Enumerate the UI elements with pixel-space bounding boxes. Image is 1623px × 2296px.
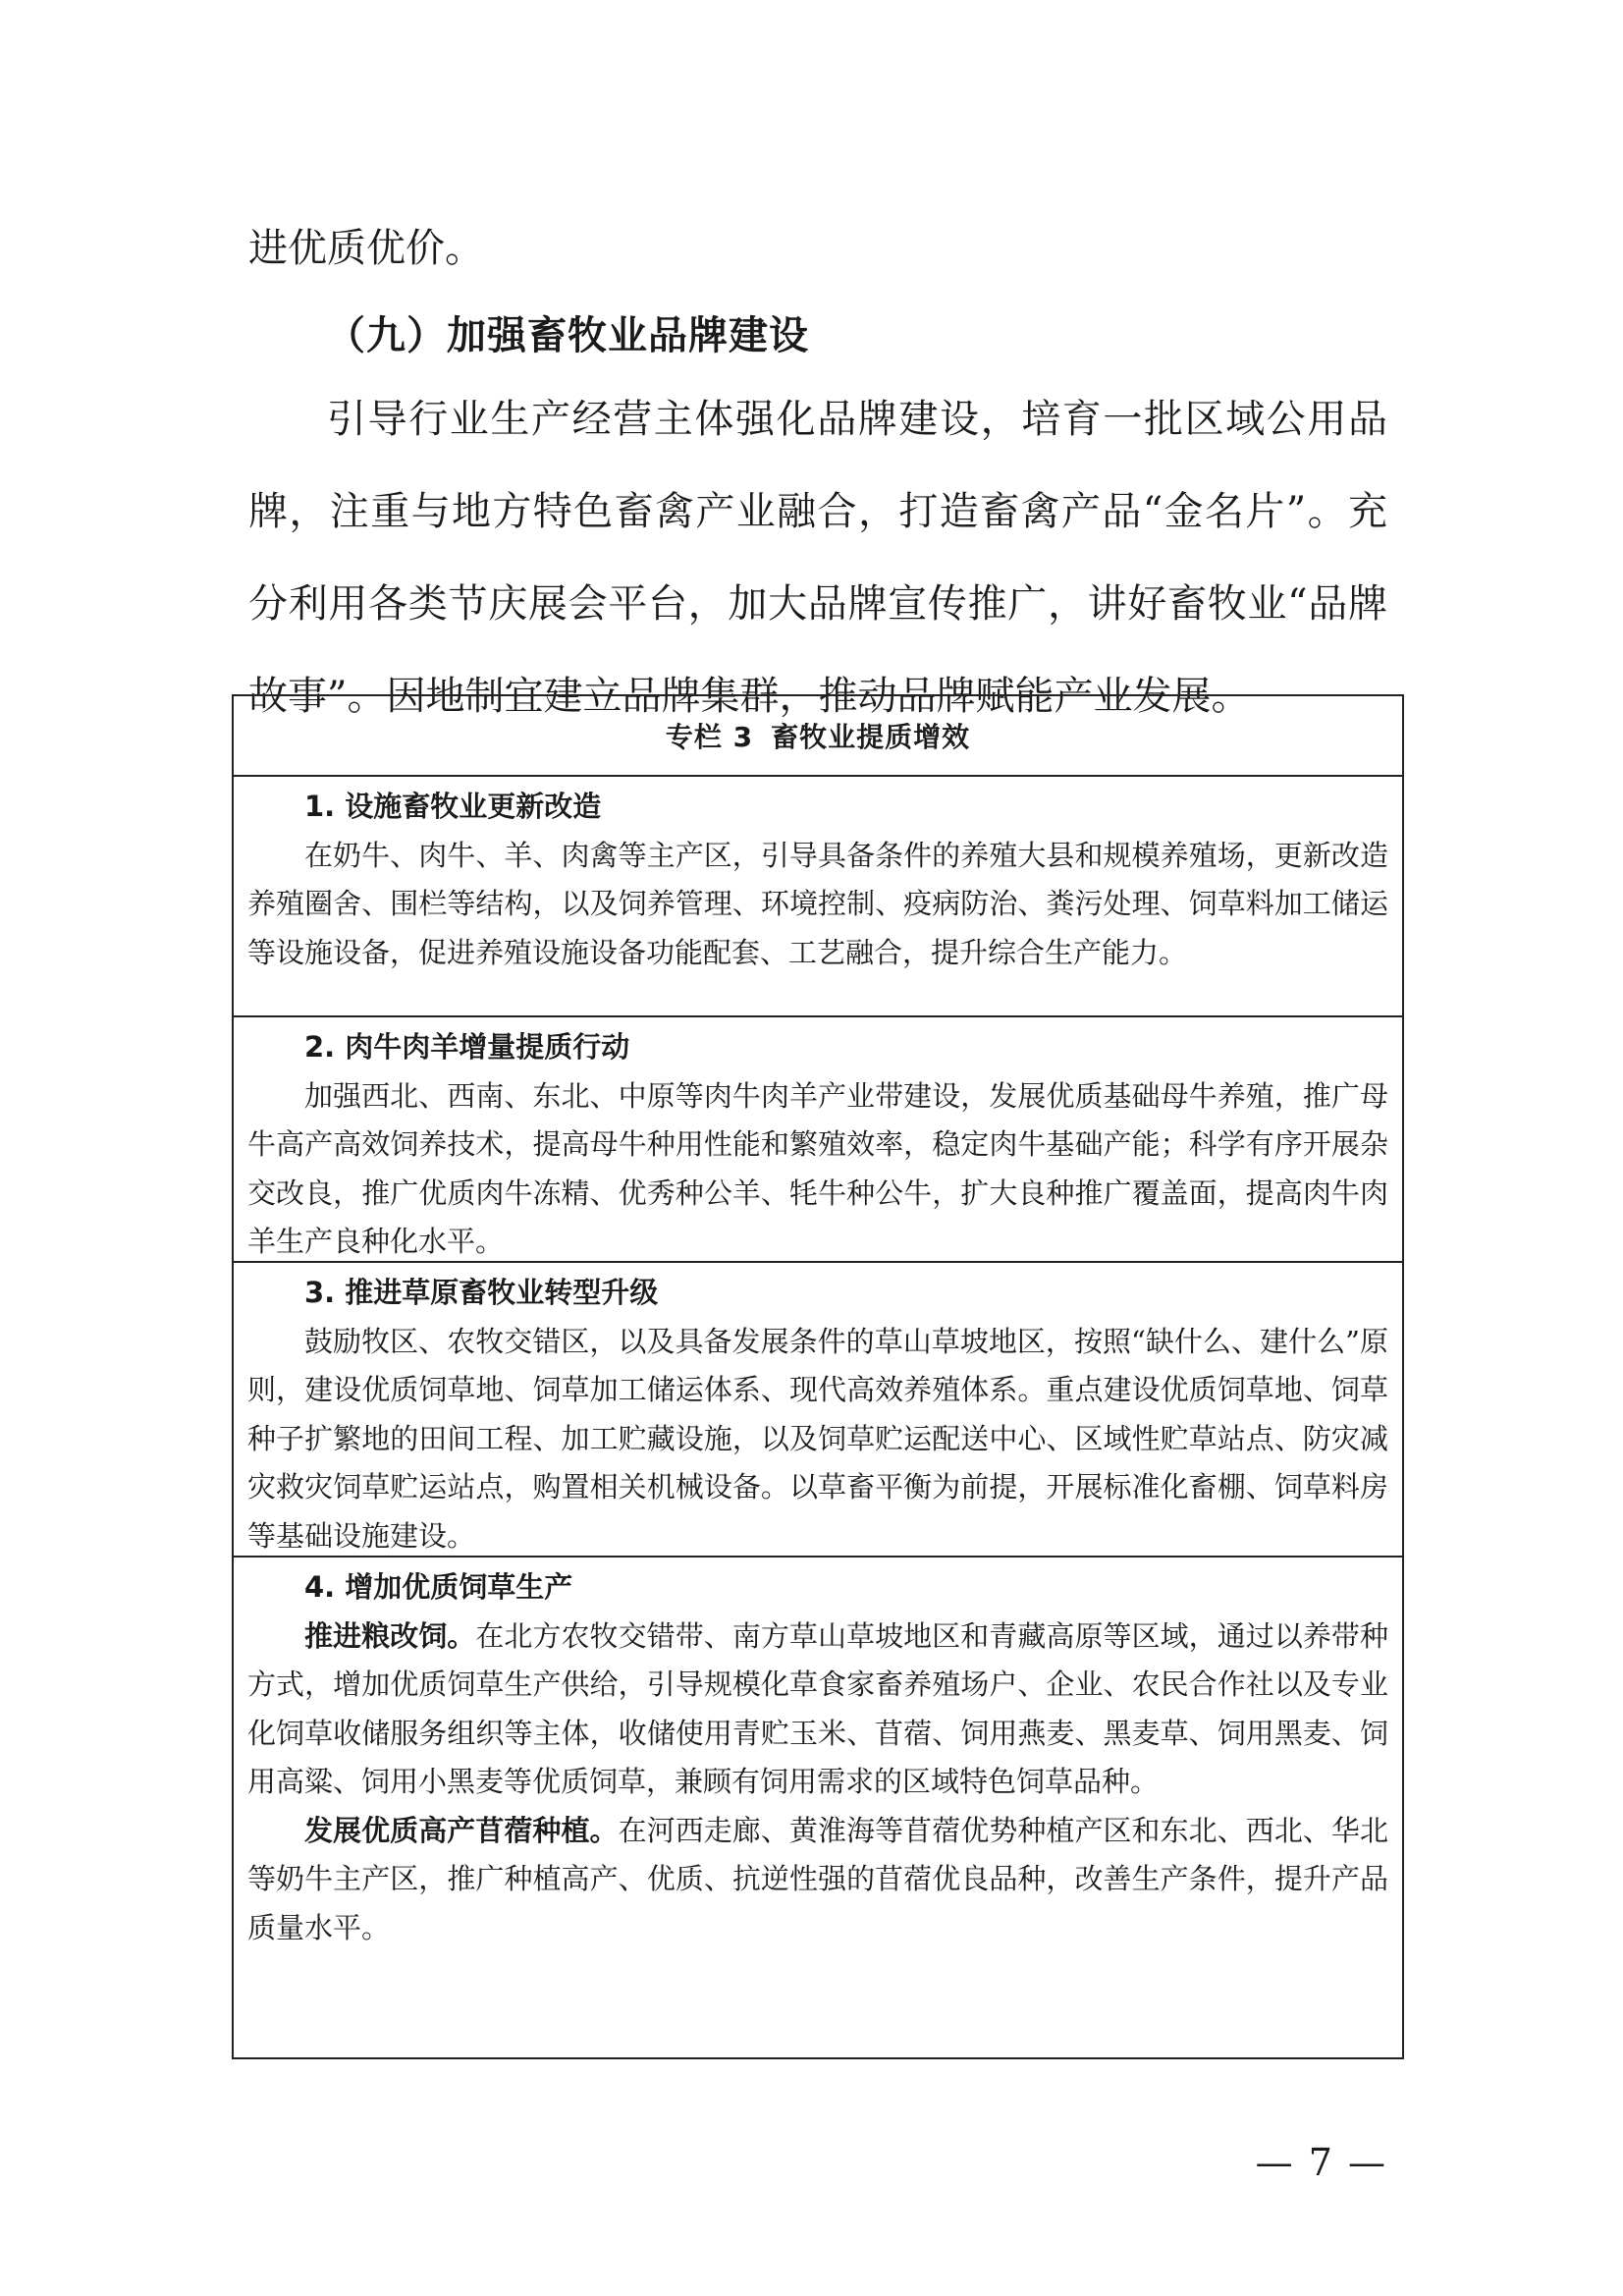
box-section-text: 在奶牛、肉牛、羊、肉禽等主产区，引导具备条件的养殖大县和规模养殖场，更新改造养殖圈舍、围栏等结构，以及饲养管理、环境控制、疫病防治、粪污处理、饲草料加工储运等设施设备，促进养殖设施设备功能配套、工艺融合，提升综合生产能力。: [247, 838, 1388, 969]
box-section-paragraph: [247, 1807, 1388, 1953]
box-section-text: 在河西走廊、黄淮海等苜蓿优势种植产区和东北、西北、华北等奶牛主产区，推广种植高产、优质、抗逆性强的苜蓿优良品种，改善生产条件，提升产品质量水平。: [247, 1813, 1388, 1944]
main-paragraph: 引导行业生产经营主体强化品牌建设，培育一批区域公用品牌，注重与地方特色畜禽产业融合，打造畜禽产品“金名片”。充分利用各类节庆展会平台，加大品牌宣传推广，讲好畜牧业“品牌故事”。因地制宜建立品牌集群，推动品牌赋能产业发展。: [248, 397, 1387, 719]
box-section-title: 1. 设施畜牧业更新改造: [304, 790, 602, 823]
box-section-4: [234, 1558, 1402, 2061]
box-section-paragraph: [247, 1072, 1388, 1267]
section-heading: （九）加强畜牧业品牌建设: [326, 313, 809, 358]
box-section-title: 3. 推进草原畜牧业转型升级: [304, 1276, 659, 1309]
box-section-1: [234, 777, 1402, 1017]
box-section-2: [234, 1017, 1402, 1263]
box-section-paragraph: [247, 832, 1388, 978]
box-paragraph-lead: 推进粮改饲。: [304, 1618, 476, 1653]
box-section-paragraph: [247, 1613, 1388, 1807]
feature-box-label: 专栏 3: [665, 721, 754, 753]
box-paragraph-lead: 发展优质高产苜蓿种植。: [304, 1813, 619, 1847]
page-number: — 7 —: [1255, 2141, 1387, 2184]
box-section-title: 2. 肉牛肉羊增量提质行动: [304, 1030, 630, 1064]
feature-box: [232, 694, 1404, 2059]
box-section-3: [234, 1263, 1402, 1558]
box-section-text: 加强西北、西南、东北、中原等肉牛肉羊产业带建设，发展优质基础母牛养殖，推广母牛高产高效饲养技术，提高母牛种用性能和繁殖效率，稳定肉牛基础产能；科学有序开展杂交改良，推广优质肉牛冻精、优秀种公羊、牦牛种公牛，扩大良种推广覆盖面，提高肉牛肉羊生产良种化水平。: [247, 1078, 1388, 1258]
box-section-paragraph: [247, 1318, 1388, 1561]
box-section-text: 在北方农牧交错带、南方草山草坡地区和青藏高原等区域，通过以养带种方式，增加优质饲草生产供给，引导规模化草食家畜养殖场户、企业、农民合作社以及专业化饲草收储服务组织等主体，收储使用青贮玉米、苜蓿、饲用燕麦、黑麦草、饲用黑麦、饲用高粱、饲用小黑麦等优质饲草，兼顾有饲用需求的区域特色饲草品种。: [247, 1618, 1388, 1798]
box-section-text: 鼓励牧区、农牧交错区，以及具备发展条件的草山草坡地区，按照“缺什么、建什么”原则，建设优质饲草地、饲草加工储运体系、现代高效养殖体系。重点建设优质饲草地、饲草种子扩繁地的田间工程、加工贮藏设施，以及饲草贮运配送中心、区域性贮草站点、防灾减灾救灾饲草贮运站点，购置相关机械设备。以草畜平衡为前提，开展标准化畜棚、饲草料房等基础设施建设。: [247, 1324, 1388, 1553]
feature-box-title: [234, 696, 1402, 777]
intro-tail-text: 进优质优价。: [248, 226, 484, 271]
feature-box-title-text: 畜牧业提质增效: [771, 721, 971, 753]
box-section-title: 4. 增加优质饲草生产: [304, 1570, 573, 1604]
